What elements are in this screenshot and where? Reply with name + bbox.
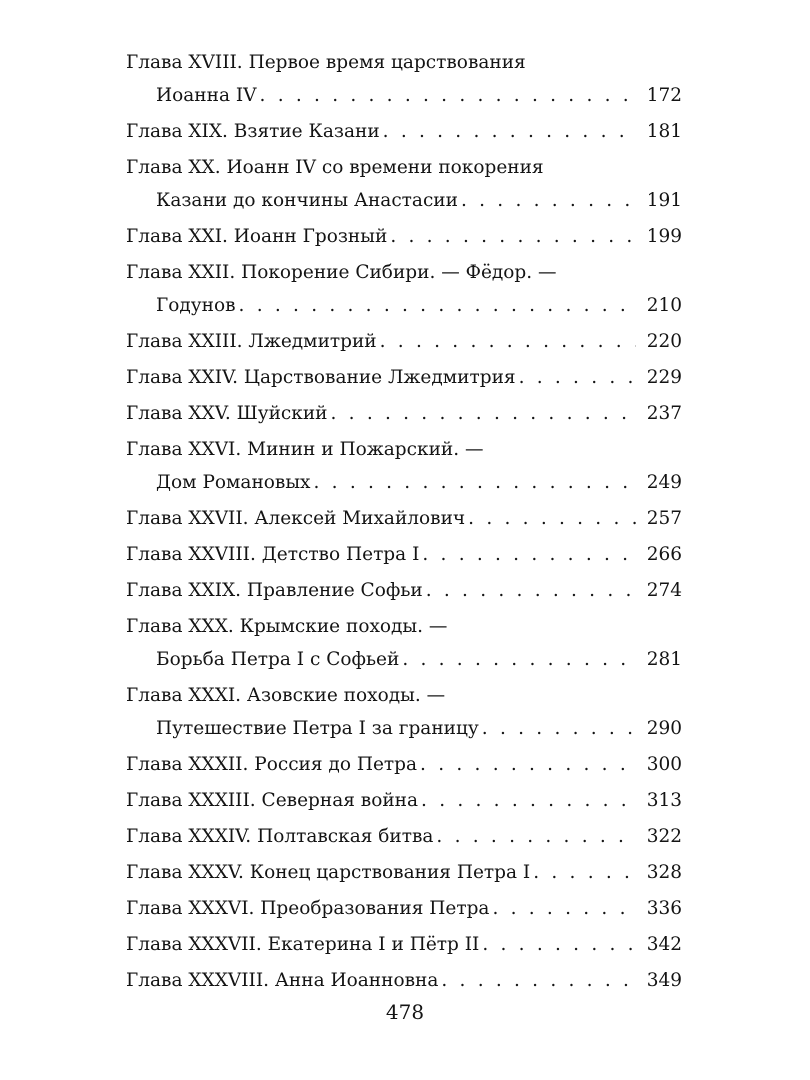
toc-line xyxy=(126,365,682,391)
toc-line xyxy=(126,824,682,850)
toc-title-line: Дом Романовых xyxy=(156,472,311,493)
toc-line xyxy=(126,260,682,286)
toc-entry[interactable] xyxy=(126,578,682,604)
toc-page-number: 290 xyxy=(646,718,682,739)
toc-line xyxy=(126,470,682,496)
dot-leader xyxy=(311,470,637,496)
toc-line xyxy=(126,155,682,181)
toc-title-line: Глава XXXVII. Екатерина I и Пётр II xyxy=(126,934,480,955)
dot-leader xyxy=(479,932,636,958)
toc-title-line: Глава XXI. Иоанн Грозный xyxy=(126,226,388,247)
toc-title-line: Глава XXVII. Алексей Михайлович xyxy=(126,508,466,529)
toc-entry[interactable] xyxy=(126,860,682,886)
toc-page-number: 300 xyxy=(646,754,682,775)
toc-title-line: Глава XXXII. Россия до Петра xyxy=(126,754,418,775)
toc-title-line: Годунов xyxy=(156,295,236,316)
toc-title-line: Глава XXII. Покорение Сибири. — Фёдор. — xyxy=(126,262,557,283)
toc-title-line: Глава XXVIII. Детство Петра I xyxy=(126,544,420,565)
toc-line xyxy=(126,716,682,742)
dot-leader xyxy=(257,83,636,109)
toc-entry[interactable] xyxy=(126,224,682,250)
dot-leader xyxy=(516,365,636,391)
toc-page-number: 266 xyxy=(646,544,682,565)
toc-entry[interactable] xyxy=(126,614,682,673)
toc-line xyxy=(126,542,682,568)
toc-title-line: Борьба Петра I с Софьей xyxy=(156,649,400,670)
toc-title-line: Глава XIX. Взятие Казани xyxy=(126,121,380,142)
dot-leader xyxy=(328,401,637,427)
page-number: 478 xyxy=(385,1000,425,1024)
toc-title-line: Глава XXIV. Царствование Лжедмитрия xyxy=(126,367,516,388)
toc-entry[interactable] xyxy=(126,542,682,568)
toc-line xyxy=(126,860,682,886)
dot-leader xyxy=(380,119,636,145)
toc-entry[interactable] xyxy=(126,50,682,109)
toc-page-number: 281 xyxy=(646,649,682,670)
toc-entry[interactable] xyxy=(126,506,682,532)
toc-entry[interactable] xyxy=(126,968,682,994)
dot-leader xyxy=(419,542,636,568)
toc-line xyxy=(126,683,682,709)
dot-leader xyxy=(417,752,636,778)
toc-entry[interactable] xyxy=(126,401,682,427)
toc-line xyxy=(126,293,682,319)
toc-entry[interactable] xyxy=(126,932,682,958)
dot-leader xyxy=(399,647,636,673)
toc-line xyxy=(126,224,682,250)
toc-entry[interactable] xyxy=(126,119,682,145)
toc-line xyxy=(126,614,682,640)
toc-line xyxy=(126,968,682,994)
toc-line xyxy=(126,401,682,427)
dot-leader xyxy=(433,824,636,850)
toc-entry[interactable] xyxy=(126,824,682,850)
toc-title-line: Глава XXXIII. Северная война xyxy=(126,790,419,811)
dot-leader xyxy=(418,788,636,814)
toc-page-number: 349 xyxy=(646,970,682,991)
toc-line xyxy=(126,896,682,922)
toc-title-line: Глава XXIII. Лжедмитрий xyxy=(126,331,377,352)
dot-leader xyxy=(387,224,636,250)
toc-line xyxy=(126,932,682,958)
toc-line xyxy=(126,50,682,76)
dot-leader xyxy=(489,896,636,922)
toc-page-number: 229 xyxy=(646,367,682,388)
toc-title-line: Иоанна IV xyxy=(156,85,257,106)
table-of-contents xyxy=(126,50,682,994)
toc-title-line: Путешествие Петра I за границу xyxy=(156,718,479,739)
toc-entry[interactable] xyxy=(126,365,682,391)
toc-line xyxy=(126,506,682,532)
toc-entry[interactable] xyxy=(126,683,682,742)
toc-page-number: 191 xyxy=(646,190,682,211)
toc-page-number: 220 xyxy=(646,331,682,352)
toc-title-line: Глава XXVI. Минин и Пожарский. — xyxy=(126,439,484,460)
toc-entry[interactable] xyxy=(126,752,682,778)
toc-title-line: Глава XXXI. Азовские походы. — xyxy=(126,685,446,706)
dot-leader xyxy=(530,860,636,886)
toc-page-number: 257 xyxy=(646,508,682,529)
toc-entry[interactable] xyxy=(126,155,682,214)
toc-entry[interactable] xyxy=(126,329,682,355)
toc-title-line: Казани до кончины Анастасии xyxy=(156,190,458,211)
toc-title-line: Глава XXXVIII. Анна Иоанновна xyxy=(126,970,439,991)
toc-page-number: 274 xyxy=(646,580,682,601)
toc-page-number: 199 xyxy=(646,226,682,247)
dot-leader xyxy=(438,968,636,994)
toc-line xyxy=(126,119,682,145)
toc-line xyxy=(126,647,682,673)
toc-page-number: 328 xyxy=(646,862,682,883)
toc-title-line: Глава XXV. Шуйский xyxy=(126,403,328,424)
toc-title-line: Глава XXXIV. Полтавская битва xyxy=(126,826,434,847)
dot-leader xyxy=(236,293,636,319)
dot-leader xyxy=(377,329,636,355)
dot-leader xyxy=(458,188,636,214)
toc-entry[interactable] xyxy=(126,260,682,319)
toc-page-number: 249 xyxy=(646,472,682,493)
toc-title-line: Глава XXXV. Конец царствования Петра I xyxy=(126,862,531,883)
toc-page-number: 210 xyxy=(646,295,682,316)
toc-line xyxy=(126,188,682,214)
toc-page-number: 172 xyxy=(646,85,682,106)
toc-page-number: 336 xyxy=(646,898,682,919)
toc-line xyxy=(126,437,682,463)
toc-entry[interactable] xyxy=(126,896,682,922)
toc-entry[interactable] xyxy=(126,788,682,814)
toc-title-line: Глава XX. Иоанн IV со времени покорения xyxy=(126,157,544,178)
toc-page-number: 342 xyxy=(646,934,682,955)
dot-leader xyxy=(479,716,636,742)
toc-title-line: Глава XXX. Крымские походы. — xyxy=(126,616,448,637)
toc-page-number: 181 xyxy=(646,121,682,142)
toc-line xyxy=(126,788,682,814)
toc-entry[interactable] xyxy=(126,437,682,496)
dot-leader xyxy=(465,506,636,532)
toc-page-number: 322 xyxy=(646,826,682,847)
dot-leader xyxy=(423,578,636,604)
toc-line xyxy=(126,578,682,604)
toc-line xyxy=(126,752,682,778)
toc-title-line: Глава XVIII. Первое время царствования xyxy=(126,52,526,73)
toc-page-number: 313 xyxy=(646,790,682,811)
toc-line xyxy=(126,83,682,109)
toc-title-line: Глава XXXVI. Преобразования Петра xyxy=(126,898,490,919)
toc-page-number: 237 xyxy=(646,403,682,424)
toc-title-line: Глава XXIX. Правление Софьи xyxy=(126,580,423,601)
toc-line xyxy=(126,329,682,355)
